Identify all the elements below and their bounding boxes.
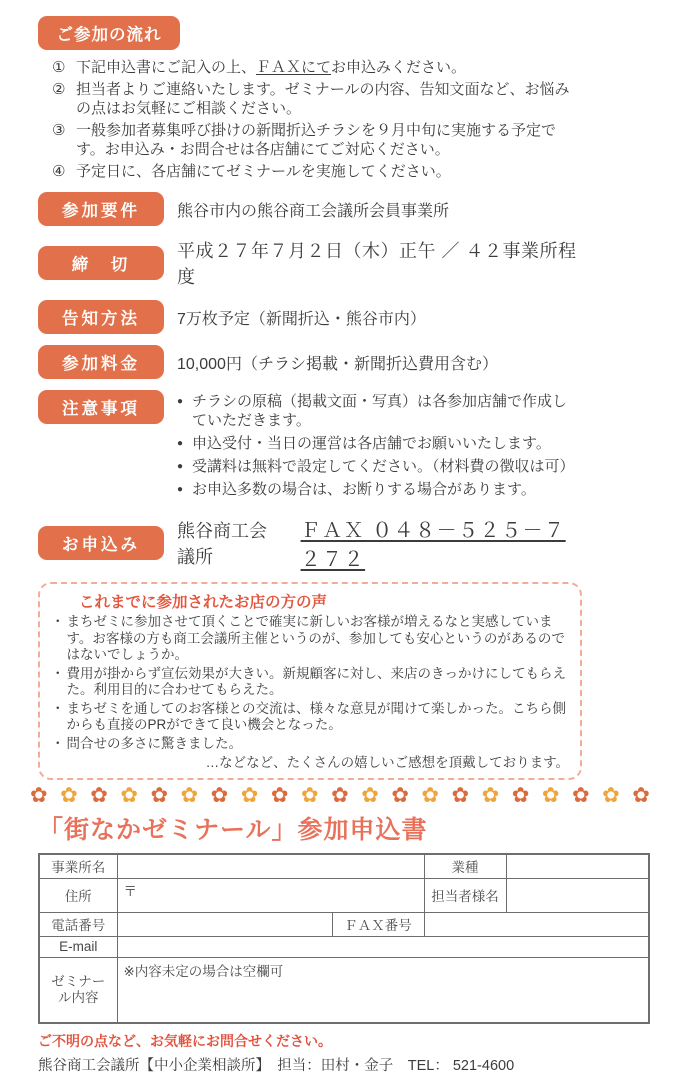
footer: [38, 1031, 582, 1075]
notes-badge: 注意事項: [38, 390, 164, 424]
fax-field: [424, 912, 649, 936]
application-form-title: 「街なかゼミナール」参加申込書: [38, 816, 428, 844]
flower-row: [30, 784, 650, 808]
flow-section-badge: ご参加の流れ: [38, 16, 180, 50]
announcement-row: [38, 300, 582, 334]
seminar-content-label: ゼミナール内容: [39, 957, 117, 1023]
flower-icon: ✿: [421, 784, 440, 807]
phone-label: 電話番号: [39, 912, 117, 936]
flower-icon: ✿: [60, 784, 78, 807]
flower-icon: ✿: [270, 784, 289, 807]
testimonials-closing: …などなど、たくさんの嬉しいご感想を頂戴しております。: [205, 755, 569, 770]
list-item: ● 申込受付・当日の運営は各店舗でお願いいたします。: [177, 434, 582, 453]
fee-badge: 参加料金: [38, 345, 164, 379]
list-item: [52, 121, 582, 159]
deadline-row: [38, 237, 582, 289]
flower-icon: ✿: [210, 784, 229, 807]
step-number: ④: [52, 163, 66, 180]
business-name-field: [117, 854, 424, 878]
announcement-badge: 告知方法: [38, 300, 164, 334]
email-field: [117, 936, 649, 957]
email-label: E-mail: [39, 936, 117, 957]
testimonials-box: [38, 582, 582, 780]
step-text-post: お申込みください。: [331, 59, 467, 76]
fax-underlined-text: ＦＡＸにて: [256, 59, 332, 76]
address-field: [117, 878, 424, 912]
business-name-label: 事業所名: [39, 854, 117, 878]
flower-icon: ✿: [331, 784, 349, 807]
list-item: ● お申込多数の場合は、お断りする場合があります。: [177, 480, 582, 499]
step-number: ③: [52, 122, 66, 139]
step-text: 予定日に、各店舗にてゼミナールを実施してください。: [76, 163, 451, 180]
flower-icon: ✿: [481, 784, 500, 807]
apply-badge: お申込み: [38, 526, 164, 560]
testimonials-title: これまでに参加されたお店の方の声: [79, 594, 328, 611]
footer-contact: 熊谷商工会議所【中小企業相談所】 担当：田村・金子 TEL： 521-4600: [38, 1058, 515, 1074]
requirements-row: [38, 192, 582, 226]
seminar-content-field: [117, 957, 649, 1023]
apply-row: [38, 514, 582, 572]
flower-icon: ✿: [30, 784, 48, 807]
list-item: [52, 80, 582, 118]
contact-person-label: 担当者様名: [424, 878, 506, 912]
deadline-badge: 締 切: [38, 246, 164, 280]
step-text-pre: 下記申込書にご記入の上、: [76, 59, 257, 76]
step-number: ②: [52, 81, 66, 98]
list-item: ・ 費用が掛からず宣伝効果が大きい。新規顧客に対し、来店のきっかけにしてもらえた。利用目的に合わせてもらえた。: [51, 666, 569, 699]
contact-person-field: [506, 878, 649, 912]
requirements-badge: 参加要件: [38, 192, 164, 226]
footer-warning: ご不明の点など、お気軽にお問合せください。: [38, 1033, 332, 1049]
notes-row: [38, 390, 582, 503]
list-item: [52, 162, 582, 181]
list-item: ・ まちゼミに参加させて頂くことで確実に新しいお客様が増えるなと実感しています。お客様の方も商工会議所主催というのが、参加しても安心というのがあるのではないでしょうか。: [51, 614, 569, 664]
flower-icon: ✿: [90, 784, 108, 807]
flower-icon: ✿: [451, 784, 470, 807]
list-item: ・ まちゼミを通してのお客様との交流は、様々な意見が聞けて楽しかった。こちら側からも直接のPRができて良い機会となった。: [51, 701, 569, 734]
list-item: ● チラシの原稿（掲載文面・写真）は各参加店舗で作成していただきます。: [177, 392, 582, 430]
fee-value: 10,000円（チラシ掲載・新聞折込費用含む）: [177, 355, 498, 373]
fee-row: [38, 345, 582, 379]
participation-steps-list: [52, 58, 582, 181]
industry-label: 業種: [424, 854, 506, 878]
list-item: ・ 問合せの多さに驚きました。: [51, 736, 569, 753]
flower-icon: ✿: [511, 784, 530, 807]
announcement-value: 7万枚予定（新聞折込・熊谷市内）: [177, 310, 426, 328]
list-item: ● 受講料は無料で設定してください。（材料費の徴収は可）: [177, 457, 582, 476]
flower-icon: ✿: [300, 784, 319, 807]
apply-organization: 熊谷商工会議所: [177, 521, 267, 567]
flower-icon: ✿: [602, 784, 620, 807]
deadline-value: 平成２７年７月２日（木）正午 ／ ４２事業所程度: [177, 241, 577, 287]
flower-icon: ✿: [240, 784, 259, 807]
step-text: 担当者よりご連絡いたします。ゼミナールの内容、告知文面など、お悩みの点はお気軽にご相談ください。: [76, 81, 570, 117]
flower-icon: ✿: [571, 784, 590, 807]
flower-icon: ✿: [180, 784, 199, 807]
seminar-content-note: ※内容未定の場合は空欄可: [123, 963, 284, 979]
flower-icon: ✿: [150, 784, 169, 807]
application-form-table: [38, 853, 650, 1024]
flower-icon: ✿: [632, 784, 650, 807]
flower-icon: ✿: [120, 784, 138, 807]
step-text: [76, 58, 466, 77]
step-number: ①: [52, 59, 66, 76]
postal-mark: 〒: [123, 883, 137, 899]
step-text: 一般参加者募集呼び掛けの新聞折込チラシを９月中旬に実施する予定です。お申込み・お問合せは各店舗にてご対応ください。: [76, 122, 557, 158]
list-item: [52, 58, 582, 77]
apply-fax-number: ＦＡＸ ０４８－５２５－７２７２: [300, 520, 566, 571]
flower-icon: ✿: [361, 784, 379, 807]
industry-field: [506, 854, 649, 878]
requirements-value: 熊谷市内の熊谷商工会議所会員事業所: [177, 202, 450, 220]
fax-label: ＦＡＸ番号: [332, 912, 424, 936]
flower-icon: ✿: [391, 784, 409, 807]
phone-field: [117, 912, 332, 936]
notes-list: [177, 390, 582, 503]
flower-icon: ✿: [541, 784, 560, 807]
address-label: 住所: [39, 878, 117, 912]
